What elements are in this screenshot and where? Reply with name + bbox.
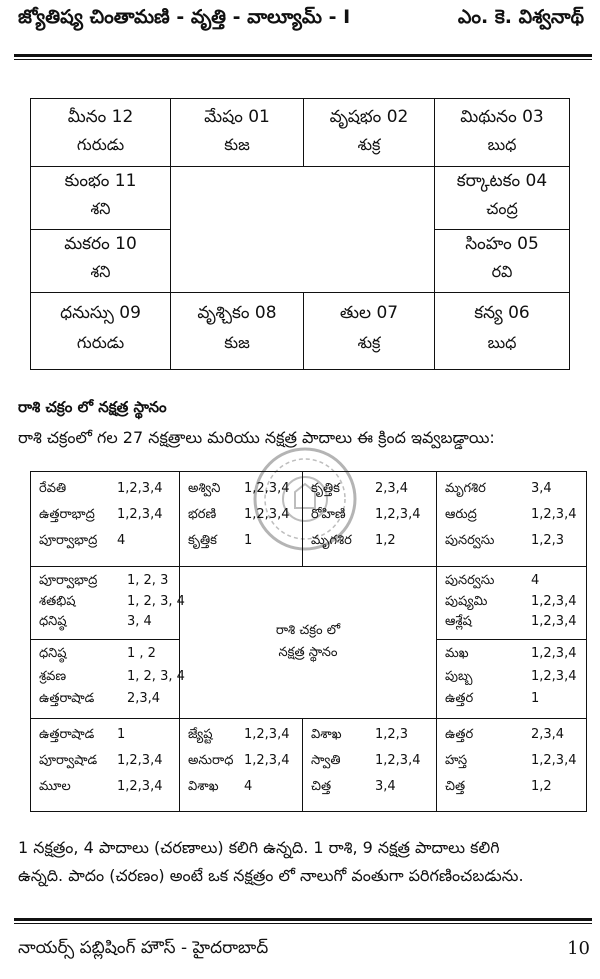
nakshatra-padas: 1,2,3,4 [531, 668, 577, 684]
nakshatra-padas: 1,2,3,4 [244, 753, 290, 768]
rasi-lord: బుధ [487, 135, 517, 154]
nakshatra-row [445, 646, 577, 664]
nakshatra-name: చిత్త [311, 779, 332, 794]
nakshatra-name: పుష్యమి [445, 593, 488, 609]
nak-cell-kanya [436, 718, 587, 812]
nakshatra-padas: 1,2,3,4 [531, 614, 577, 630]
rasi-cell-dhanussu [30, 292, 171, 370]
nakshatra-row [311, 533, 396, 551]
nakshatra-padas: 1,2,3,4 [375, 753, 421, 768]
nakshatra-padas: 1, 2, 3 [127, 573, 169, 588]
rasi-chart [30, 98, 570, 370]
nakshatra-name: పునర్వసు [445, 573, 495, 588]
nakshatra-padas: 1 [117, 727, 126, 742]
nakshatra-name: పూర్వాభాద్ర [39, 533, 98, 548]
nakshatra-row [39, 753, 163, 771]
nakshatra-name: ఉత్తరాభాద్ర [39, 507, 95, 522]
nakshatra-padas: 4 [531, 573, 540, 588]
center-line-2: నక్షత్ర స్థానం [278, 645, 338, 660]
nak-cell-kumbham [30, 566, 185, 640]
nakshatra-padas: 1,2,3 [375, 727, 409, 742]
nak-cell-simham [436, 639, 587, 719]
nak-cell-dhanussu [30, 718, 180, 812]
nakshatra-padas: 1,2 [375, 533, 396, 548]
header-rule [14, 54, 592, 57]
nakshatra-padas: 1,2,3,4 [117, 507, 163, 522]
nakshatra-name: భరణి [188, 507, 217, 522]
nakshatra-padas: 1,2,3,4 [244, 507, 290, 522]
nakshatra-name: ఆశ్లేష [445, 614, 472, 630]
nakshatra-name: విశాఖ [188, 779, 219, 794]
nakshatra-padas: 3,4 [531, 481, 552, 496]
nakshatra-name: శతభిష [39, 593, 76, 609]
nakshatra-row [188, 507, 290, 525]
nakshatra-row [39, 668, 185, 687]
rasi-name: మేషం 01 [204, 107, 270, 127]
rasi-lord: చంద్ర [486, 199, 518, 218]
nakshatra-name: శ్రవణ [39, 668, 67, 684]
nakshatra-row [39, 727, 126, 745]
nakshatra-padas: 2,3,4 [531, 727, 565, 742]
nakshatra-padas: 1,2,3,4 [117, 481, 163, 496]
rasi-lord: గురుడు [76, 333, 125, 352]
rasi-lord: శని [90, 199, 111, 218]
nak-cell-vrischikam [179, 718, 303, 812]
rasi-cell-midhunam [434, 98, 570, 167]
nakshatra-name: మృగశిర [445, 481, 486, 496]
nakshatra-padas: 2,3,4 [375, 481, 409, 496]
nakshatra-name: ఉత్తర [445, 691, 474, 707]
nak-cell-karkatakam [436, 566, 587, 640]
rasi-lord: శని [90, 262, 111, 281]
nakshatra-name: స్వాతి [311, 753, 341, 768]
nakshatra-padas: 1,2,3,4 [244, 727, 290, 742]
nakshatra-name: కృత్తిక [311, 481, 340, 496]
nakshatra-row [188, 727, 290, 745]
nak-cell-makaram [30, 639, 185, 719]
center-line-1: రాశి చక్రం లో [275, 623, 341, 638]
rasi-cell-kumbham [30, 166, 171, 230]
nakshatra-row [39, 691, 161, 709]
nakshatra-padas: 1,2,3,4 [244, 481, 290, 496]
nakshatra-row [311, 727, 409, 745]
nakshatra-padas: 1,2,3,4 [531, 646, 577, 661]
header-left: జ్యోతిష్య చింతామణి - వృత్తి - వాల్యూమ్ - I [18, 6, 351, 28]
nak-cell-tula [302, 718, 437, 812]
rasi-name: మీనం 12 [67, 107, 134, 127]
rasi-lord: రవి [491, 262, 513, 281]
rasi-lord: శుక్ర [357, 135, 381, 154]
nakshatra-name: పుబ్బ [445, 668, 473, 684]
footer-publisher: నాయర్స్ పబ్లిషింగ్ హౌస్ - హైదరాబాద్ [18, 938, 269, 958]
rasi-name: వృషభం 02 [329, 107, 409, 127]
nakshatra-name: హస్త [445, 753, 468, 768]
rasi-name: మిథునం 03 [460, 107, 544, 127]
nakshatra-row [445, 727, 565, 745]
nakshatra-chart [30, 471, 587, 812]
nakshatra-name: ఉత్తరాషాడ [39, 691, 95, 707]
rasi-lord: శుక్ర [357, 333, 381, 352]
nakshatra-row [39, 481, 163, 499]
nakshatra-row [445, 593, 577, 612]
nak-cell-meenam [30, 471, 180, 567]
nakshatra-padas: 1 [531, 691, 540, 707]
nakshatra-row [311, 507, 421, 525]
nakshatra-padas: 1,2,3,4 [531, 507, 577, 522]
nak-cell-mesham [179, 471, 303, 567]
nakshatra-name: పూర్వాషాడ [39, 753, 98, 768]
nakshatra-row [445, 753, 577, 771]
rasi-cell-makaram [30, 229, 171, 293]
nak-cell-vrushabham [302, 471, 437, 567]
rasi-name: కర్కాటకం 04 [456, 171, 548, 191]
rasi-lord: కుజ [224, 333, 250, 352]
nakshatra-row [39, 646, 156, 664]
nakshatra-name: ఉత్తరాషాడ [39, 727, 95, 742]
rasi-name: ధనుస్సు 09 [60, 303, 141, 323]
nakshatra-name: మృగశిర [311, 533, 352, 548]
rasi-lord: కుజ [224, 135, 250, 154]
nakshatra-name: పునర్వసు [445, 533, 495, 548]
nakshatra-padas: 3,4 [375, 779, 396, 794]
nakshatra-padas: 2,3,4 [127, 691, 161, 707]
nakshatra-padas: 1 [244, 533, 253, 548]
nakshatra-padas: 1,2,3,4 [375, 507, 421, 522]
nakshatra-name: జ్యేష్ట [188, 727, 213, 742]
nakshatra-row [39, 614, 152, 632]
header-right: ఎం. కె. విశ్వనాథ్ [457, 6, 584, 28]
nakshatra-padas: 4 [244, 779, 253, 794]
nak-cell-midhunam [436, 471, 587, 567]
nakshatra-padas: 1,2 [531, 779, 552, 794]
rasi-cell-vrushabham [303, 98, 435, 167]
nakshatra-padas: 1,2,3,4 [531, 593, 577, 609]
nakshatra-row [188, 779, 253, 797]
rasi-cell-vrischikam [170, 292, 304, 370]
nakshatra-padas: 1 , 2 [127, 646, 156, 661]
nakshatra-name: రోహిణి [311, 507, 346, 522]
rasi-name: వృశ్చికం 08 [197, 303, 277, 323]
header-rule-thin [14, 59, 592, 60]
nakshatra-name: అశ్విని [188, 481, 221, 496]
nakshatra-name: ఉత్తర [445, 727, 474, 742]
nakshatra-name: ఆరుద్ర [445, 507, 477, 522]
nakshatra-name: అనురాధ [188, 753, 234, 768]
rasi-cell-meenam [30, 98, 171, 167]
nakshatra-row [445, 614, 577, 632]
nakshatra-padas: 4 [117, 533, 126, 548]
nakshatra-row [445, 779, 552, 797]
nakshatra-padas: 1,2,3,4 [531, 753, 577, 768]
nakshatra-padas: 1, 2, 3, 4 [127, 668, 185, 684]
paragraph-line-1: 1 నక్షత్రం, 4 పాదాలు (చరణాలు) కలిగి ఉన్నది. 1 రాశి, 9 నక్షత్ర పాదాలు కలిగి [18, 838, 500, 857]
nakshatra-padas: 1,2,3 [531, 533, 565, 548]
section-heading: రాశి చక్రం లో నక్షత్ర స్థానం [18, 398, 167, 416]
nakshatra-name: పూర్వాభాద్ర [39, 573, 98, 588]
rasi-lord: గురుడు [76, 135, 125, 154]
nakshatra-row [445, 668, 577, 687]
rasi-cell-karkatakam [434, 166, 570, 230]
nakshatra-name: కృత్తిక [188, 533, 217, 548]
nakshatra-name: ధనిష్ఠ [39, 646, 67, 661]
nakshatra-name: విశాఖ [311, 727, 342, 742]
nakshatra-row [445, 691, 540, 709]
nakshatra-row [39, 533, 126, 551]
paragraph-line-2: ఉన్నది. పాదం (చరణం) అంటే ఒక నక్షత్రం లో నాలుగో వంతుగా పరిగణించబడును. [18, 866, 524, 885]
rasi-name: కన్య 06 [474, 303, 530, 323]
nakshatra-name: మఖ [445, 646, 469, 661]
nakshatra-padas: 1, 2, 3, 4 [127, 593, 185, 609]
nakshatra-row [445, 533, 565, 551]
nakshatra-row [445, 481, 552, 499]
nakshatra-name: చిత్త [445, 779, 466, 794]
nakshatra-row [188, 533, 253, 551]
nakshatra-row [188, 481, 290, 499]
rasi-cell-simham [434, 229, 570, 293]
footer-rule [14, 918, 592, 921]
nakshatra-padas: 1,2,3,4 [117, 753, 163, 768]
footer-rule-thin [14, 923, 592, 924]
rasi-name: మకరం 10 [64, 234, 137, 254]
nakshatra-row [39, 507, 163, 525]
rasi-name: సింహం 05 [465, 234, 539, 254]
nakshatra-row [311, 481, 409, 499]
rasi-name: తుల 07 [339, 303, 399, 323]
rasi-cell-tula [303, 292, 435, 370]
nakshatra-row [311, 753, 421, 771]
nak-center [179, 566, 437, 719]
nakshatra-row [39, 779, 163, 797]
nakshatra-padas: 3, 4 [127, 614, 152, 630]
nakshatra-row [39, 573, 169, 591]
nakshatra-row [311, 779, 396, 797]
nakshatra-name: మూల [39, 779, 71, 794]
nakshatra-row [188, 753, 290, 771]
rasi-center [170, 166, 435, 293]
rasi-lord: బుధ [487, 333, 517, 352]
rasi-cell-mesham [170, 98, 304, 167]
nakshatra-name: ధనిష్ఠ [39, 614, 67, 630]
nakshatra-name: రేవతి [39, 481, 67, 496]
section-intro: రాశి చక్రంలో గల 27 నక్షత్రాలు మరియు నక్షత్ర పాదాలు ఈ క్రింద ఇవ్వబడ్డాయి: [18, 428, 495, 447]
rasi-cell-kanya [434, 292, 570, 370]
nakshatra-row [445, 573, 540, 591]
page-number: 10 [567, 938, 590, 959]
nakshatra-row [445, 507, 577, 525]
nakshatra-row [39, 593, 185, 612]
nakshatra-padas: 1,2,3,4 [117, 779, 163, 794]
rasi-name: కుంభం 11 [64, 171, 137, 191]
